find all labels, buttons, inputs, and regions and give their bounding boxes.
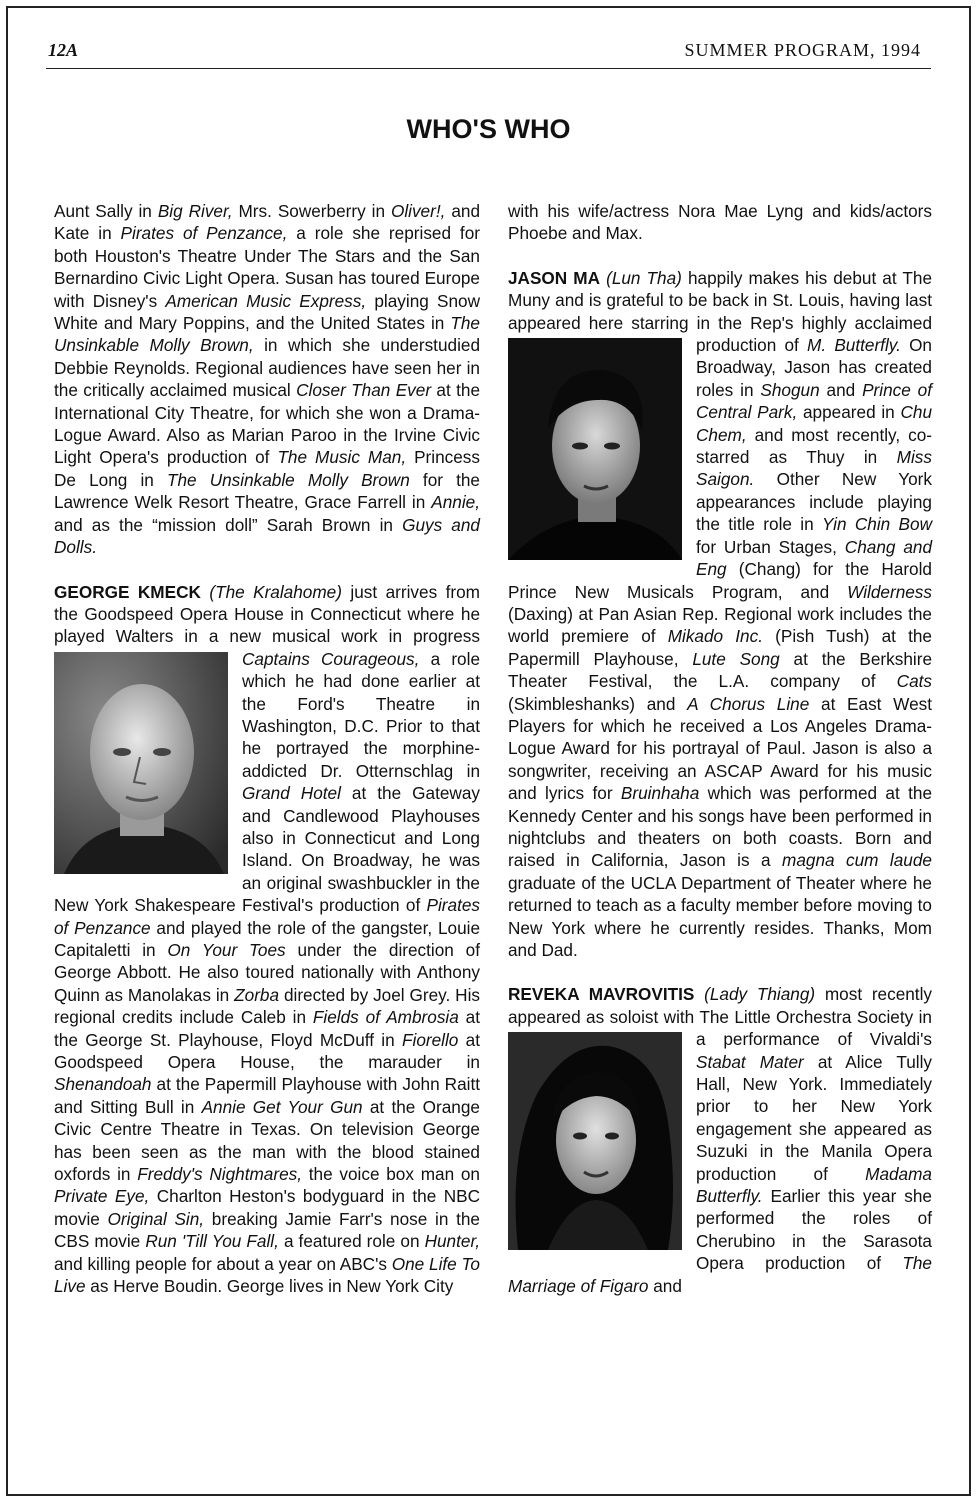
reveka-mavrovitis-photo: [508, 1032, 682, 1250]
actor-name: REVEKA MAVROVITIS: [508, 984, 695, 1005]
actor-name: JASON MA: [508, 267, 601, 288]
page-number: 12A: [48, 40, 79, 60]
right-column: [508, 200, 932, 1297]
bio-susan-continued: Aunt Sally in Big River, Mrs. Sowerberry in Oliver!, and Kate in Pirates of Penzance, a role she reprised for both Houston's Theatre Under The Stars and the San Bernardino Civic Light Opera. Susan has toured Europe with Disney's American Music Express, playing Snow White and Mary Poppins, and the United States in The Unsinkable Molly Brown, in which she understudied Debbie Reynolds. Regional audiences have seen her in the critically acclaimed musical Closer Than Ever at the International City Theatre, for which she won a Drama-Logue Award. Also as Marian Paroo in the Irvine Civic Light Opera's production of The Music Man, Princess De Long in The Unsinkable Molly Brown for the Lawrence Welk Resort Theatre, Grace Farrell in Annie, and as the “mission doll” Sarah Brown in Guys and Dolls.: [54, 201, 481, 558]
bio-george-kmeck: GEORGE KMECK (The Kralahome) just arrives from the Goodspeed Opera House in Connecticut where he played Walters in a new musical work in progress Captains Courageous, a role which he had done earlier at the Ford's Theatre in Washington, D.C. Prior to that he portrayed the morphine-addicted Dr. Otternschlag in Grand Hotel at the Gateway and Candlewood Playhouses also in Connecticut and Long Island. On Broadway, he was an original swashbuckler in the New York Shakespeare Festival's production of Pirates of Penzance and played the role of the gangster, Louie Capitaletti in On Your Toes under the direction of George Abbott. He also toured nationally with Anthony Quinn as Manolakas in Zorba directed by Joel Grey. His regional credits include Caleb in Fields of Ambrosia at the George St. Playhouse, Floyd McDuff in Fiorello at Goodspeed Opera House, the marauder in Shenandoah at the Papermill Playhouse with John Raitt and Sitting Bull in Annie Get Your Gun at the Orange Civic Centre Theatre in Texas. On television George has been seen as the man with the blood stained oxfords in Freddy's Nightmares, the voice box man on Private Eye, Charlton Heston's bodyguard in the NBC movie Original Sin, breaking Jamie Farr's nose in the CBS movie Run 'Till You Fall, a featured role on Hunter, and killing people for about a year on ABC's One Life To Live as Herve Boudin. George lives in New York City: [54, 581, 481, 1297]
left-column: [54, 200, 480, 1298]
actor-name: GEORGE KMECK: [54, 581, 201, 602]
george-kmeck-photo: [54, 652, 228, 874]
running-header: SUMMER PROGRAM, 1994: [684, 40, 921, 60]
bio-kmeck-continued: with his wife/actress Nora Mae Lyng and kids/actors Phoebe and Max.: [508, 201, 932, 244]
jason-ma-photo: [508, 338, 682, 560]
header-rule: [46, 68, 931, 69]
bio-jason-ma: JASON MA (Lun Tha) happily makes his debut at The Muny and is grateful to be back in St. Louis, having last appeared here starring in the Rep's highly acclaimed production of M. Butterfly. On Broadway, Jason has created roles in Shogun and Prince of Central Park, appeared in Chu Chem, and most recently, co-starred as Thuy in Miss Saigon. Other New York appearances include playing the title role in Yin Chin Bow for Urban Stages, Chang and Eng (Chang) for the Harold Prince New Musicals Program, and Wilderness (Daxing) at Pan Asian Rep. Regional work includes the world premiere of Mikado Inc. (Pish Tush) at the Papermill Playhouse, Lute Song at the Berkshire Theater Festival, the L.A. company of Cats (Skimbleshanks) and A Chorus Line at East West Players for which he received a Los Angeles Drama-Logue Award for his portrayal of Paul. Jason is also a songwriter, receiving an ASCAP Award for his music and lyrics for Bruinhaha which was performed at the Kennedy Center and his songs have been performed in nightclubs and theaters on both coasts. Born and raised in California, Jason is a magna cum laude graduate of the UCLA Department of Theater where he returned to teach as a faculty member before moving to New York where he currently resides. Thanks, Mom and Dad.: [508, 267, 933, 960]
page-title: WHO'S WHO: [406, 114, 571, 144]
bio-reveka-mavrovitis: REVEKA MAVROVITIS (Lady Thiang) most recently appeared as soloist with The Little Orchestra Society in a performance of Vivaldi's Stabat Mater at Alice Tully Hall, New York. Immediately prior to her New York engagement she appeared as Suzuki in the Manila Opera production of Madama Butterfly. Earlier this year she performed the roles of Cherubino in the Sarasota Opera production of The Marriage of Figaro and: [508, 984, 932, 1296]
